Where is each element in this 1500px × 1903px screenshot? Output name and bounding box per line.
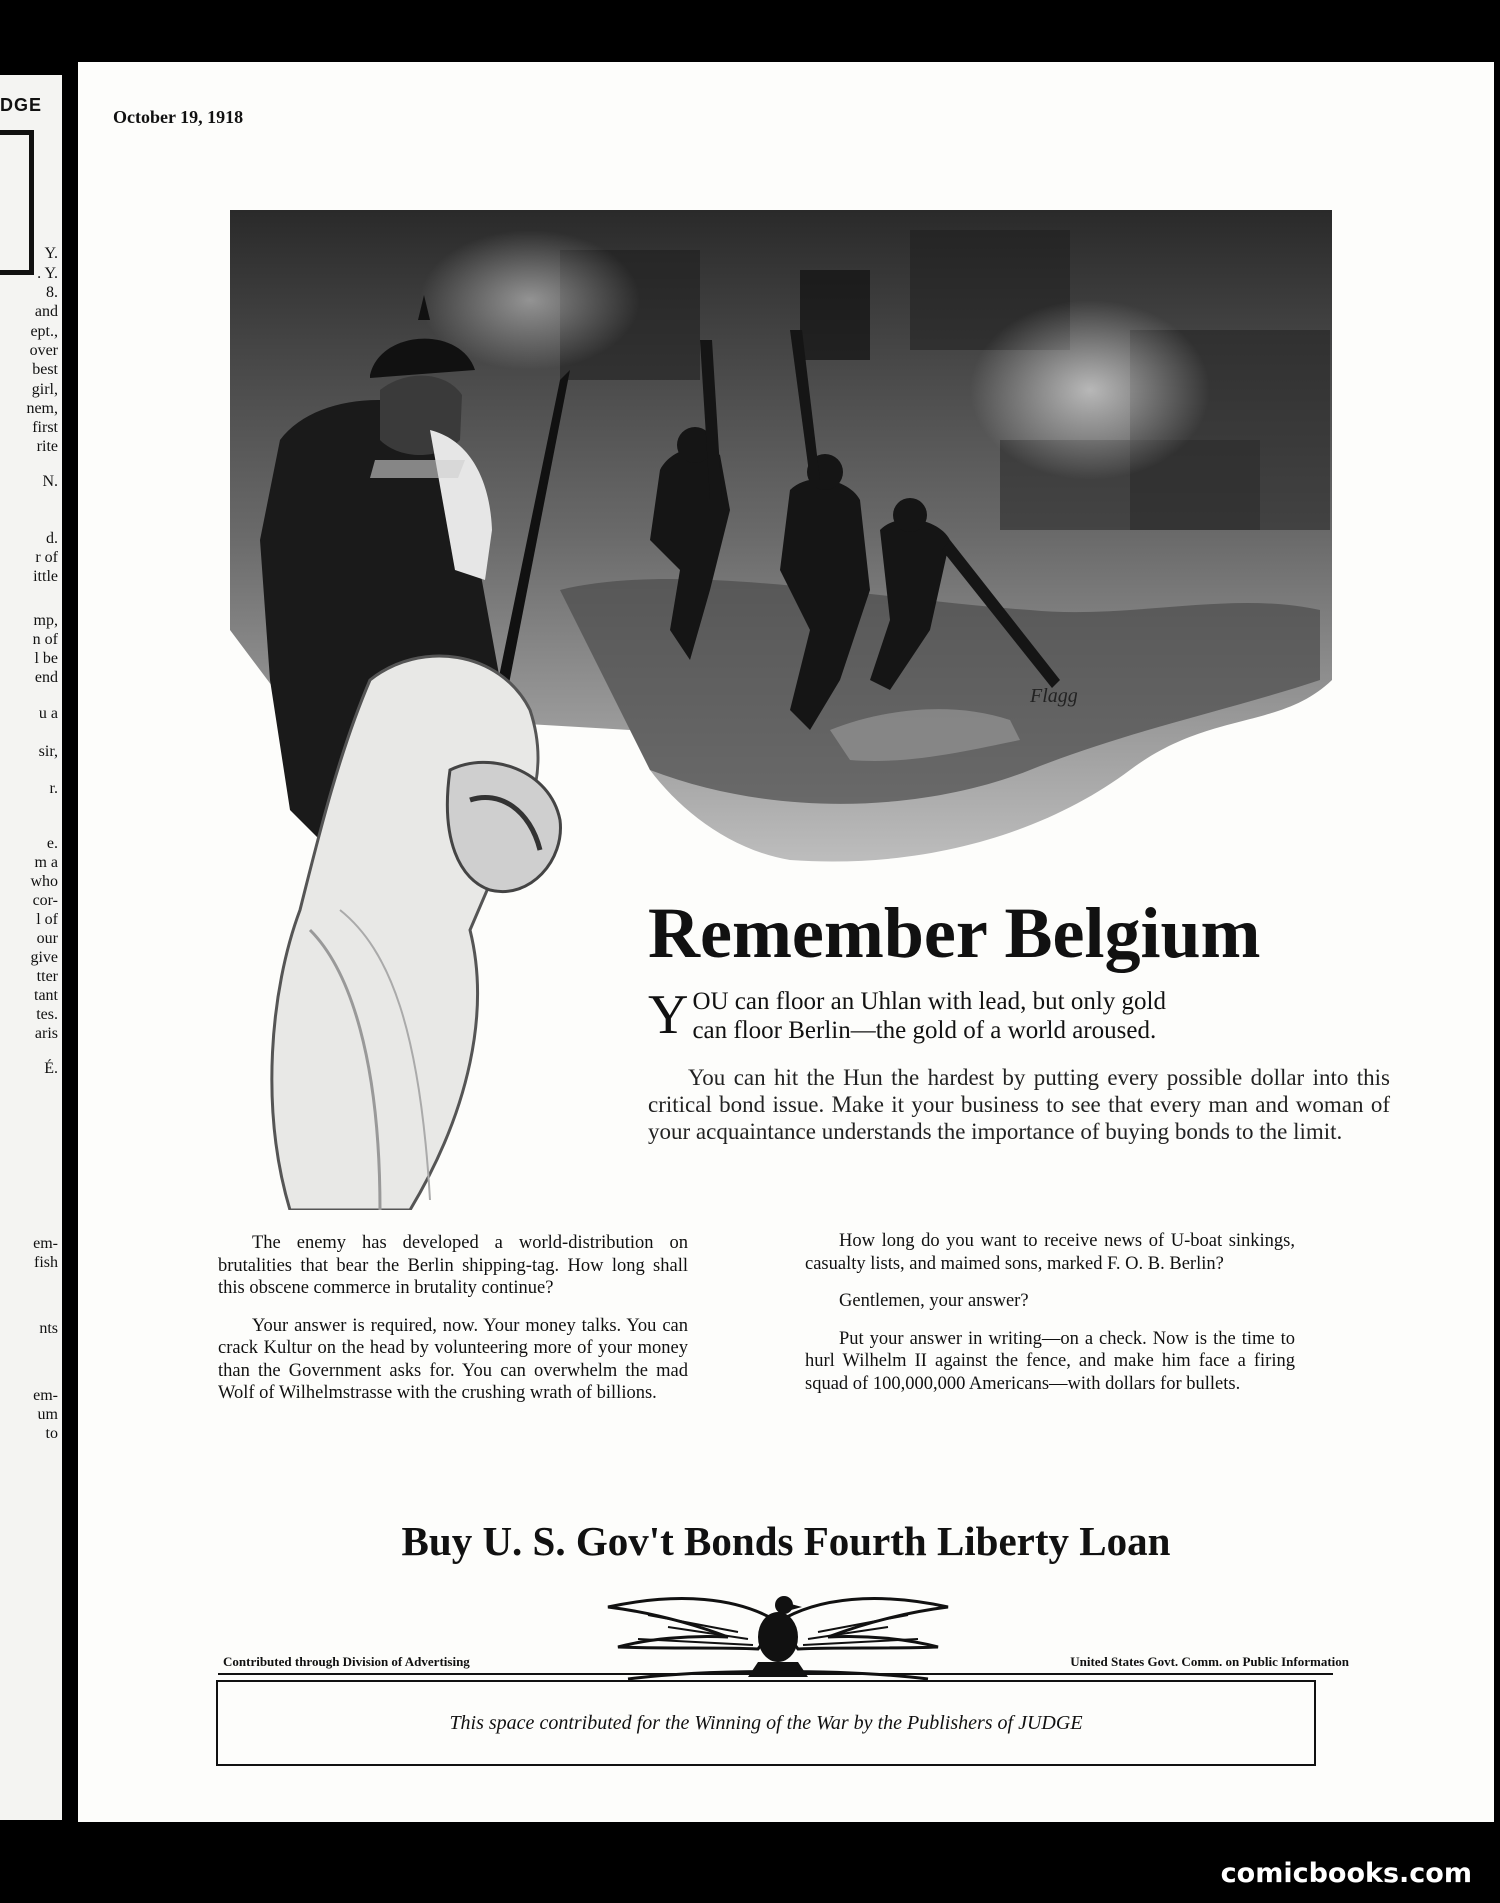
facing-page-fragment: give: [30, 949, 58, 966]
facing-page-fragment: em-: [33, 1235, 58, 1252]
facing-page-fragment: tant: [34, 987, 58, 1004]
credit-right: United States Govt. Comm. on Public Information: [1070, 1654, 1349, 1669]
body-paragraph: You can hit the Hun the hardest by putting every possible dollar into this critical bond issue. Make it your business to see that every man and woman of your acquaintance understands the importance of buying bonds to the limit.: [648, 1065, 1390, 1144]
facing-page-fragment: cor-: [32, 892, 58, 909]
facing-page-fragment: mp,: [33, 612, 58, 629]
artist-signature: Flagg: [1030, 685, 1078, 707]
headline: Remember Belgium: [648, 893, 1261, 973]
drop-cap: Y: [648, 984, 689, 1046]
facing-page-fragment: aris: [34, 1025, 58, 1042]
facing-page-fragment: l of: [36, 911, 58, 928]
column-paragraph: Gentlemen, your answer?: [839, 1291, 1029, 1311]
right-text-column: [805, 1230, 1295, 1410]
facing-page-fragment: l be: [34, 650, 58, 667]
facing-page-box: [0, 130, 34, 275]
facing-page-fragment: end: [34, 669, 58, 686]
lead-line-1: OU can floor an Uhlan with lead, but only gold: [692, 988, 1166, 1015]
facing-page-fragment: um: [37, 1406, 58, 1423]
facing-page-fragment: tter: [36, 968, 58, 985]
credit-left: Contributed through Division of Advertising: [223, 1654, 470, 1669]
divider: [218, 1673, 1333, 1675]
facing-page-fragment: r of: [35, 549, 58, 566]
facing-page-edge: [0, 75, 62, 1820]
facing-page-fragment: m a: [34, 854, 58, 871]
eagle-icon: [588, 1587, 968, 1687]
lead-paragraph: [648, 984, 1390, 1046]
facing-page-fragment: Y.: [44, 245, 58, 262]
facing-page-fragment: n of: [32, 631, 58, 648]
column-paragraph: How long do you want to receive news of U-boat sinkings, casualty lists, and maimed sons, marked F. O. B. Berlin?: [805, 1231, 1295, 1274]
facing-page-fragment: r.: [49, 780, 58, 797]
facing-page-fragment: ept.,: [30, 323, 58, 340]
facing-page-fragment: fish: [34, 1254, 58, 1271]
column-paragraph: Put your answer in writing—on a check. Now is the time to hurl Wilhelm II against the fence, and make him face a firing squad of 100,000,000 Americans—with dollars for bullets.: [805, 1328, 1295, 1394]
facing-page-fragment: sir,: [38, 743, 58, 760]
facing-page-fragment: 8.: [46, 284, 58, 301]
footer-box: [216, 1680, 1316, 1766]
facing-page-fragment: u a: [38, 705, 58, 722]
facing-page-fragment: rite: [36, 438, 58, 455]
column-paragraph: Your answer is required, now. Your money talks. You can crack Kultur on the head by volunteering more of your money than the Government asks for. You can overwhelm the mad Wolf of Wilhelmstrasse with the crushing wrath of billions.: [218, 1315, 688, 1403]
facing-page-fragment: our: [36, 930, 58, 947]
facing-page-fragment: best: [32, 361, 58, 378]
facing-page-fragment: É.: [44, 1060, 58, 1077]
war-illustration: [230, 210, 1332, 1210]
facing-page-fragment: and: [34, 303, 58, 320]
facing-page-fragment: d.: [46, 530, 58, 547]
facing-page-fragment: ittle: [33, 568, 58, 585]
facing-page-fragment: nem,: [26, 400, 58, 417]
footer-text: This space contributed for the Winning of the War by the Publishers of JUDGE: [449, 1711, 1083, 1734]
call-to-action: Buy U. S. Gov't Bonds Fourth Liberty Loan: [401, 1518, 1171, 1564]
facing-page-fragment: first: [32, 419, 58, 436]
facing-page-fragment: tes.: [36, 1006, 58, 1023]
facing-page-fragment: nts: [39, 1320, 58, 1337]
facing-page-fragment: . Y.: [37, 265, 58, 282]
left-text-column: [218, 1232, 688, 1420]
column-paragraph: The enemy has developed a world-distribution on brutalities that bear the Berlin shipping-tag. How long shall this obscene commerce in brutality continue?: [218, 1233, 688, 1298]
facing-page-fragment: e.: [46, 835, 58, 852]
facing-page-fragment: girl,: [31, 381, 58, 398]
facing-page-fragment: N.: [42, 473, 58, 490]
facing-page-fragment: to: [45, 1425, 58, 1442]
lead-line-2: can floor Berlin—the gold of a world aroused.: [692, 1017, 1157, 1044]
issue-date: October 19, 1918: [113, 107, 244, 127]
watermark: comicbooks.com: [1220, 1858, 1472, 1889]
magazine-page: [78, 62, 1494, 1822]
facing-page-fragment: over: [29, 342, 58, 359]
facing-page-header: DGE: [0, 95, 43, 115]
facing-page-fragment: em-: [33, 1387, 58, 1404]
facing-page-fragment: who: [30, 873, 58, 890]
